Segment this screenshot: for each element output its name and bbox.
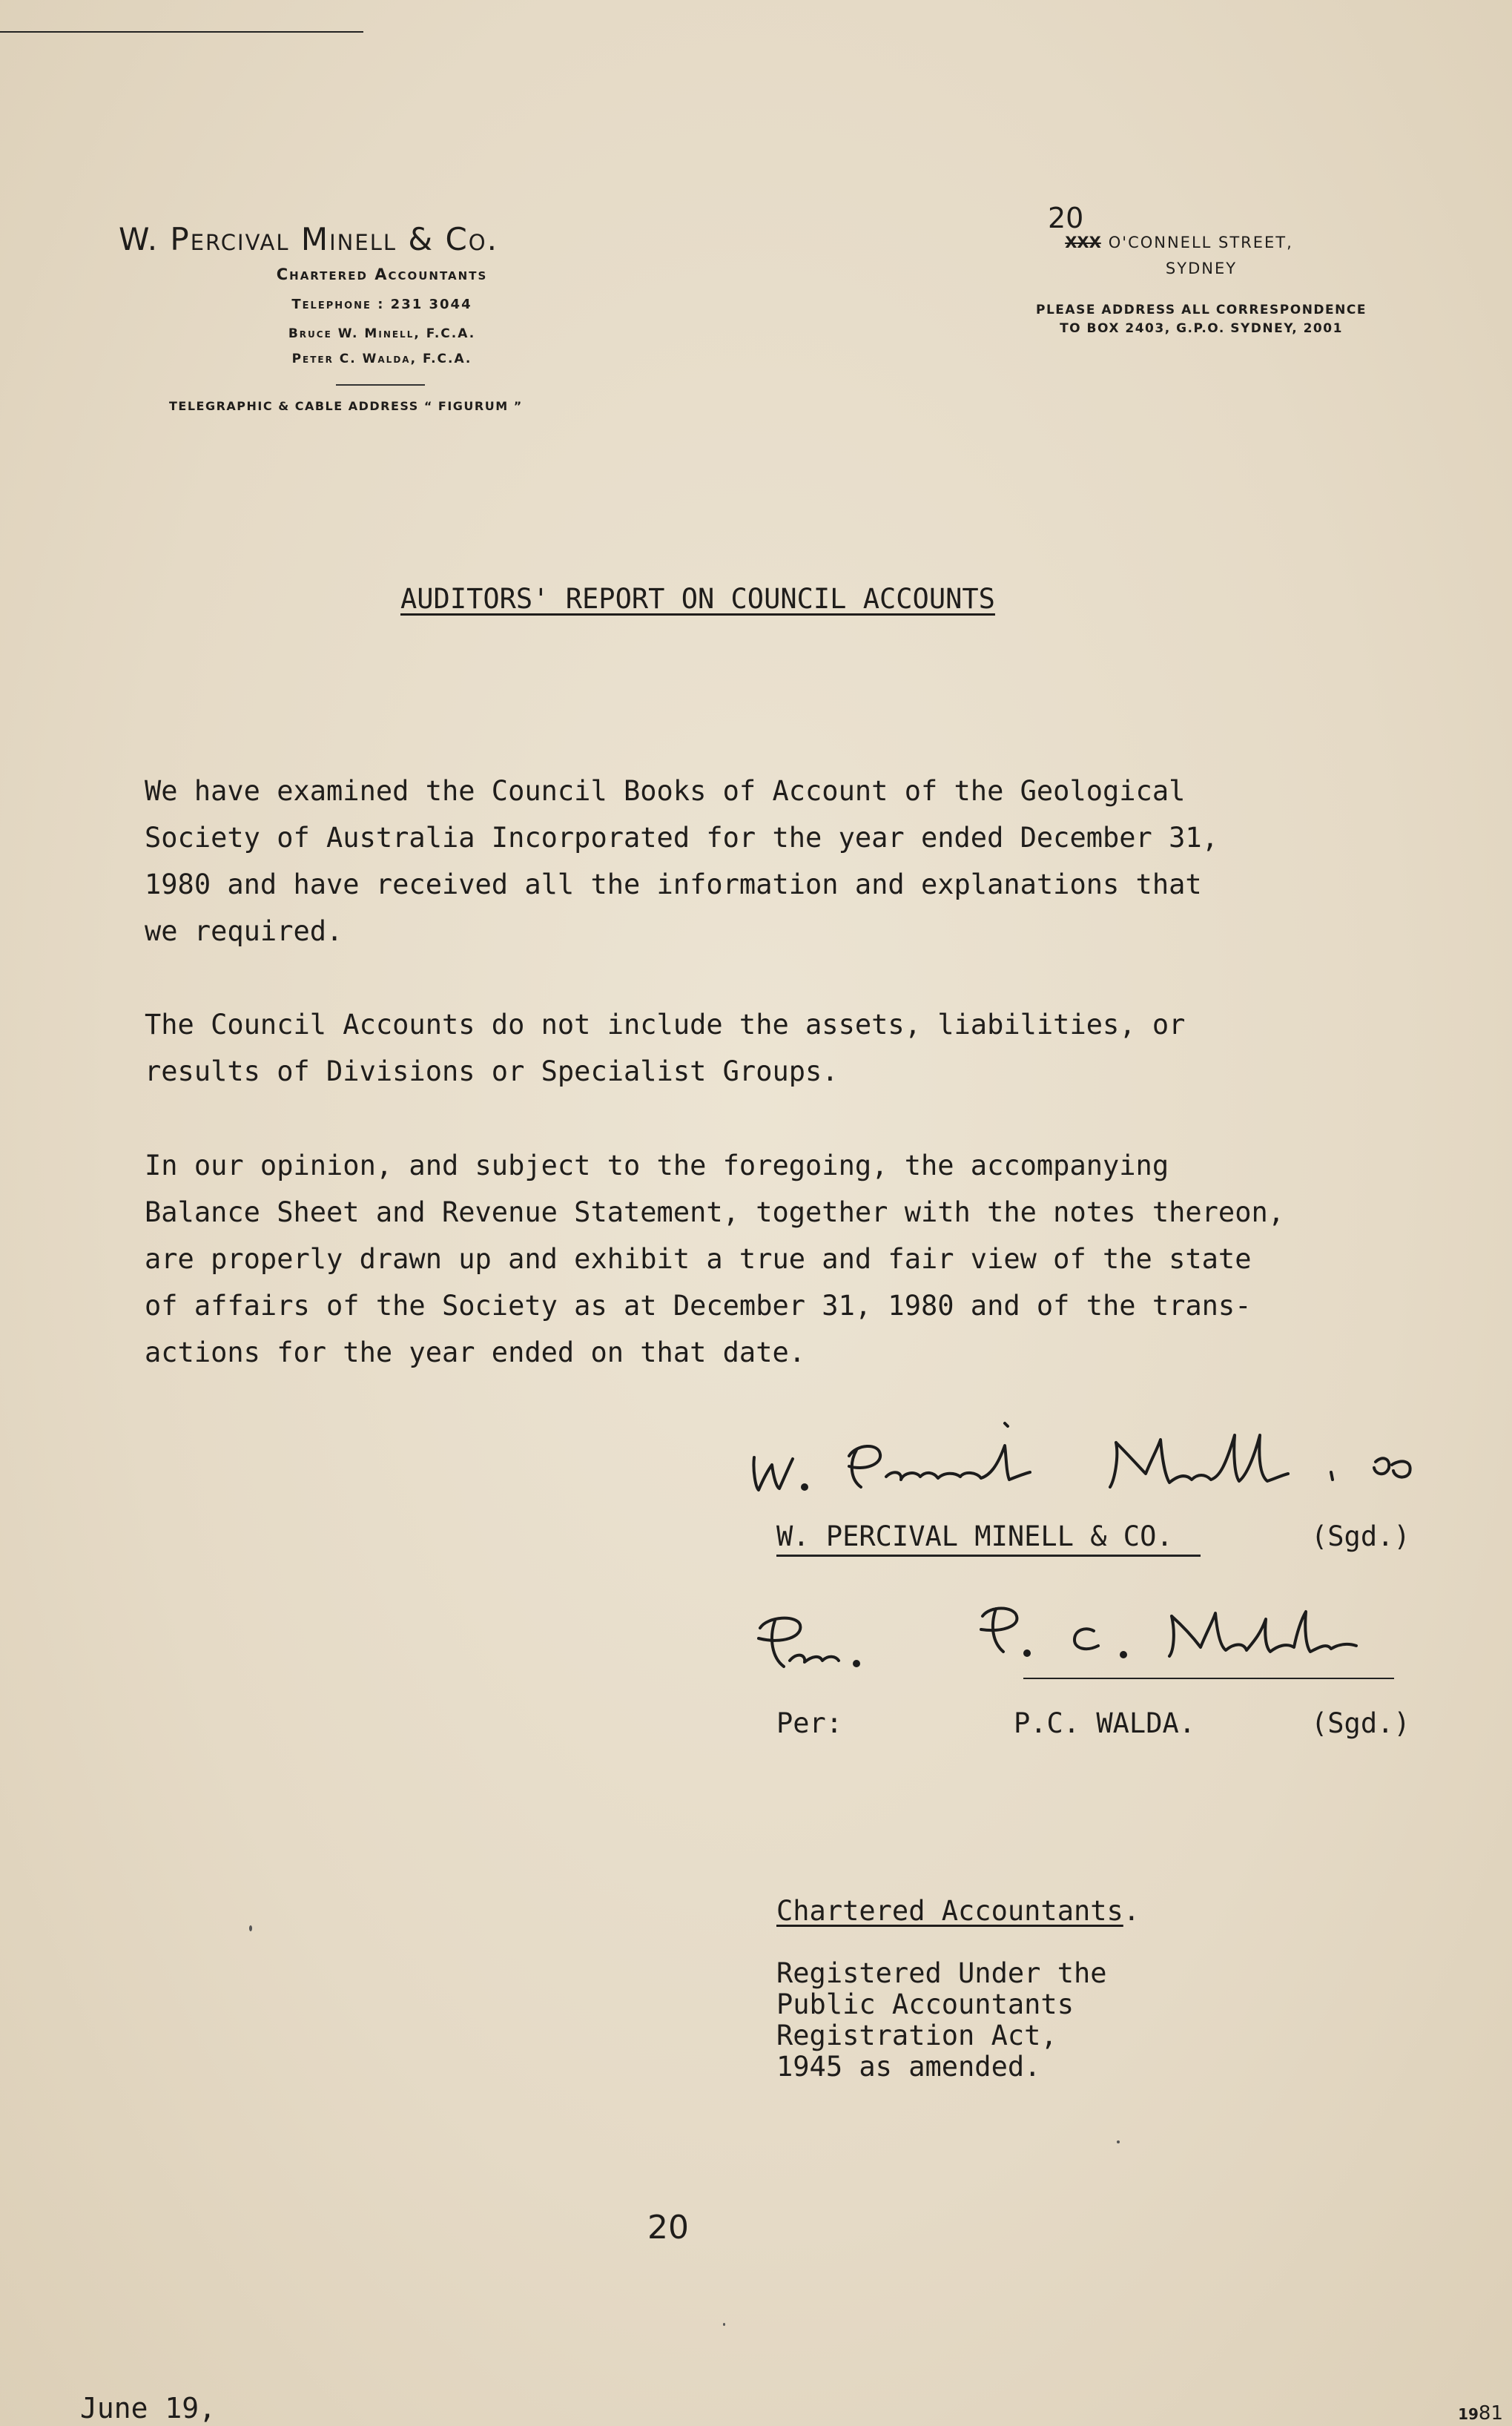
partner-signature-line (1023, 1678, 1394, 1679)
firm-signature-underline (776, 1555, 1201, 1557)
paragraph-line: Society of Australia Incorporated for the year ended December 31, (145, 822, 1218, 854)
paper-speck (249, 1925, 252, 1931)
paragraph-line: we required. (145, 915, 343, 947)
street-number: 20 (1048, 202, 1084, 234)
paragraph-line: In our opinion, and subject to the foregoing, the accompanying (145, 1150, 1169, 1181)
paragraph-exclusions (145, 1001, 1435, 1095)
letterhead-partner-walda: Peter C. Walda, F.C.A. (291, 352, 472, 366)
firm-signature-name: W. PERCIVAL MINELL & CO. (776, 1520, 1173, 1552)
page-number: 20 (647, 2209, 689, 2247)
chartered-accountants-text: Chartered Accountants (776, 1895, 1123, 1927)
letterhead-chartered-accountants: Chartered Accountants (276, 266, 488, 283)
paragraph-line: of affairs of the Society as at December 31, 1980 and of the trans- (145, 1290, 1252, 1322)
paragraph-line: actions for the year ended on that date. (145, 1336, 806, 1368)
date-year-suffix: 81 (1478, 2402, 1503, 2425)
letterhead-cable-address: TELEGRAPHIC & CABLE ADDRESS “ FIGURUM ” (169, 399, 523, 413)
registration-line: Registered Under the (776, 1957, 1107, 1989)
registration-line: Public Accountants (776, 1988, 1074, 2020)
date-year-prefix: 19 (1458, 2405, 1479, 2423)
firm-signature-sgd: (Sgd.) (1311, 1520, 1410, 1552)
correspondence-line-1: PLEASE ADDRESS ALL CORRESPONDENCE (1036, 303, 1367, 317)
firm-name: W. Percival Minell & Co. (119, 221, 498, 257)
letterhead-divider (336, 384, 425, 386)
partner-name: P.C. WALDA. (1014, 1707, 1196, 1739)
paragraph-line: The Council Accounts do not include the assets, liabilities, or (145, 1009, 1186, 1041)
paragraph-line: are properly drawn up and exhibit a true and fair view of the state (145, 1243, 1252, 1275)
registration-line: Registration Act, (776, 2020, 1057, 2051)
street-name: O'CONNELL STREET, (1108, 234, 1293, 251)
partner-sgd: (Sgd.) (1311, 1707, 1410, 1739)
registration-line: 1945 as amended. (776, 2051, 1041, 2083)
date-text: June 19, (80, 2392, 217, 2425)
firm-signature-handwritten (745, 1413, 1479, 1502)
paragraph-line: 1980 and have received all the information and explanations that (145, 868, 1202, 900)
paragraph-line: results of Divisions or Specialist Groups. (145, 1055, 839, 1087)
street-address (986, 234, 1372, 251)
paragraph-examination (145, 768, 1435, 955)
chartered-accountants-label: Chartered Accountants. (776, 1895, 1140, 1927)
paragraph-line: Balance Sheet and Revenue Statement, together with the notes thereon, (145, 1196, 1285, 1228)
correspondence-line-2: TO BOX 2403, G.P.O. SYDNEY, 2001 (1060, 321, 1343, 336)
paper-speck (1117, 2140, 1120, 2143)
date-year (1458, 2402, 1503, 2425)
letterhead-partner-minell: Bruce W. Minell, F.C.A. (288, 326, 476, 341)
paragraph-line: We have examined the Council Books of Account of the Geological (145, 775, 1186, 807)
registration-note (776, 1958, 1107, 2083)
city: SYDNEY (1165, 260, 1238, 277)
struck-street-number: XXX (1065, 234, 1101, 251)
letterhead-telephone: Telephone : 231 3044 (291, 297, 472, 312)
report-title: AUDITORS' REPORT ON COUNCIL ACCOUNTS (400, 583, 995, 615)
paper-speck (723, 2323, 725, 2326)
partner-signature-handwritten (745, 1583, 1479, 1680)
paragraph-opinion (145, 1142, 1435, 1376)
per-label: Per: (776, 1707, 843, 1739)
